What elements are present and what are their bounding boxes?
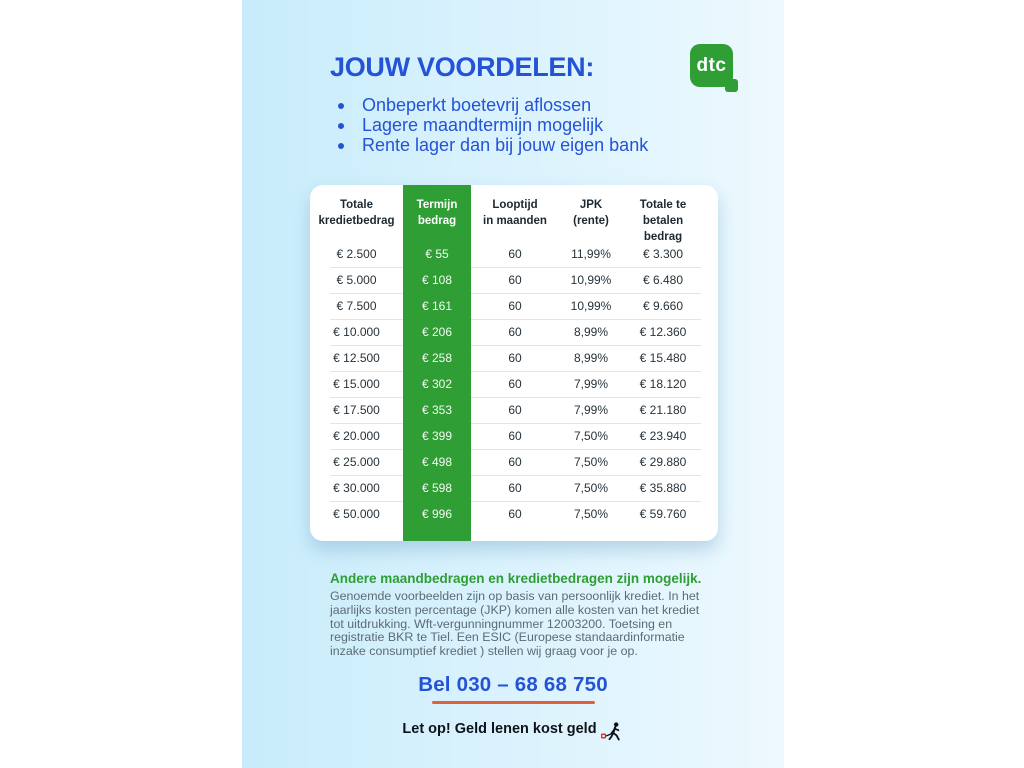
- jkp-cell: 11,99%: [571, 247, 611, 261]
- table-row: [310, 371, 703, 397]
- credit-warning: [242, 719, 784, 739]
- total-amount-cell: € 9.660: [642, 299, 684, 313]
- credit-amount-cell: € 5.000: [336, 273, 377, 287]
- disclaimer-text: Genoemde voorbeelden zijn op basis van persoonlijk krediet. In het jaarlijks kosten percentage (JKP) komen alle kosten van het krediet tot uitdrukking. Wft-vergunningnummer 12003200. Toetsing en registratie BKR te Tiel. Een ESIC (Europese standaardinformatie inzake consumptief krediet ) stellen wij graag voor je op.: [330, 589, 700, 659]
- phone-number[interactable]: Bel 030 – 68 68 750: [418, 673, 608, 696]
- term-amount-cell: € 498: [421, 455, 453, 469]
- term-amount-cell: € 161: [421, 299, 453, 313]
- column-header-jkp: JPK (rente): [573, 199, 609, 227]
- table-row: [310, 397, 703, 423]
- total-amount-cell: € 29.880: [639, 455, 687, 469]
- phone-cta[interactable]: [242, 673, 784, 704]
- jkp-cell: 10,99%: [570, 273, 612, 287]
- table-row: [310, 293, 703, 319]
- total-amount-cell: € 3.300: [642, 247, 684, 261]
- jkp-cell: 10,99%: [570, 299, 612, 313]
- column-header-credit: Totale kredietbedrag: [318, 199, 395, 227]
- credit-amount-cell: € 50.000: [333, 507, 380, 521]
- table-row: [310, 423, 703, 449]
- table-row: [310, 475, 703, 501]
- duration-cell: 60: [508, 507, 522, 521]
- flyer-background: [242, 0, 784, 768]
- duration-cell: 60: [508, 247, 522, 261]
- duration-cell: 60: [508, 377, 522, 391]
- total-amount-cell: € 23.940: [639, 429, 687, 443]
- benefit-item: Rente lager dan bij jouw eigen bank: [338, 135, 648, 155]
- benefits-list: [338, 95, 648, 155]
- table-row: [310, 449, 703, 475]
- duration-cell: 60: [508, 481, 522, 495]
- table-row: [310, 501, 703, 527]
- total-amount-cell: € 59.760: [639, 507, 687, 521]
- page-title: JOUW VOORDELEN:: [330, 52, 595, 82]
- jkp-cell: 7,50%: [573, 481, 609, 495]
- jkp-cell: 8,99%: [573, 351, 609, 365]
- credit-warning-text: Let op! Geld lenen kost geld: [402, 721, 597, 737]
- duration-cell: 60: [508, 455, 522, 469]
- term-amount-cell: € 353: [421, 403, 453, 417]
- credit-amount-cell: € 15.000: [333, 377, 380, 391]
- benefit-item: Lagere maandtermijn mogelijk: [338, 115, 648, 135]
- jkp-cell: 8,99%: [573, 325, 609, 339]
- duration-cell: 60: [508, 325, 522, 339]
- table-row: [310, 241, 703, 267]
- term-amount-cell: € 302: [421, 377, 453, 391]
- dtc-logo-text: dtc: [696, 54, 727, 76]
- duration-cell: 60: [508, 299, 522, 313]
- duration-cell: 60: [508, 429, 522, 443]
- duration-cell: 60: [508, 403, 522, 417]
- table-row: [310, 345, 703, 371]
- benefit-item: Onbeperkt boetevrij aflossen: [338, 95, 648, 115]
- jkp-cell: 7,50%: [573, 455, 609, 469]
- credit-amount-cell: € 17.500: [333, 403, 380, 417]
- jkp-cell: 7,50%: [573, 429, 609, 443]
- total-amount-cell: € 15.480: [639, 351, 687, 365]
- subheading: Andere maandbedragen en kredietbedragen zijn mogelijk.: [330, 571, 702, 586]
- money-warning-icon: [600, 721, 624, 741]
- term-amount-cell: € 996: [421, 507, 453, 521]
- term-amount-cell: € 258: [421, 351, 453, 365]
- column-header-duration: Looptijd in maanden: [483, 199, 547, 227]
- credit-amount-cell: € 20.000: [333, 429, 380, 443]
- table-body: [310, 241, 718, 527]
- term-amount-cell: € 598: [421, 481, 453, 495]
- total-amount-cell: € 21.180: [639, 403, 687, 417]
- duration-cell: 60: [508, 351, 522, 365]
- credit-amount-cell: € 12.500: [333, 351, 380, 365]
- credit-amount-cell: € 2.500: [336, 247, 377, 261]
- phone-underline: [432, 701, 595, 704]
- credit-amount-cell: € 7.500: [336, 299, 377, 313]
- table-header-row: [310, 185, 703, 241]
- term-amount-cell: € 206: [421, 325, 453, 339]
- term-amount-cell: € 55: [425, 247, 449, 261]
- total-amount-cell: € 6.480: [642, 273, 684, 287]
- dtc-logo: [690, 44, 733, 87]
- rates-table: [310, 185, 718, 541]
- jkp-cell: 7,99%: [573, 403, 609, 417]
- column-header-term: Termijn bedrag: [416, 199, 458, 227]
- credit-amount-cell: € 10.000: [333, 325, 380, 339]
- credit-amount-cell: € 30.000: [333, 481, 380, 495]
- table-row: [310, 319, 703, 345]
- duration-cell: 60: [508, 273, 522, 287]
- term-amount-cell: € 399: [421, 429, 453, 443]
- jkp-cell: 7,99%: [573, 377, 609, 391]
- table-row: [310, 267, 703, 293]
- credit-amount-cell: € 25.000: [333, 455, 380, 469]
- total-amount-cell: € 18.120: [639, 377, 687, 391]
- column-header-total: Totale te betalen bedrag: [639, 199, 687, 243]
- total-amount-cell: € 12.360: [639, 325, 687, 339]
- term-amount-cell: € 108: [421, 273, 453, 287]
- jkp-cell: 7,50%: [573, 507, 609, 521]
- total-amount-cell: € 35.880: [639, 481, 687, 495]
